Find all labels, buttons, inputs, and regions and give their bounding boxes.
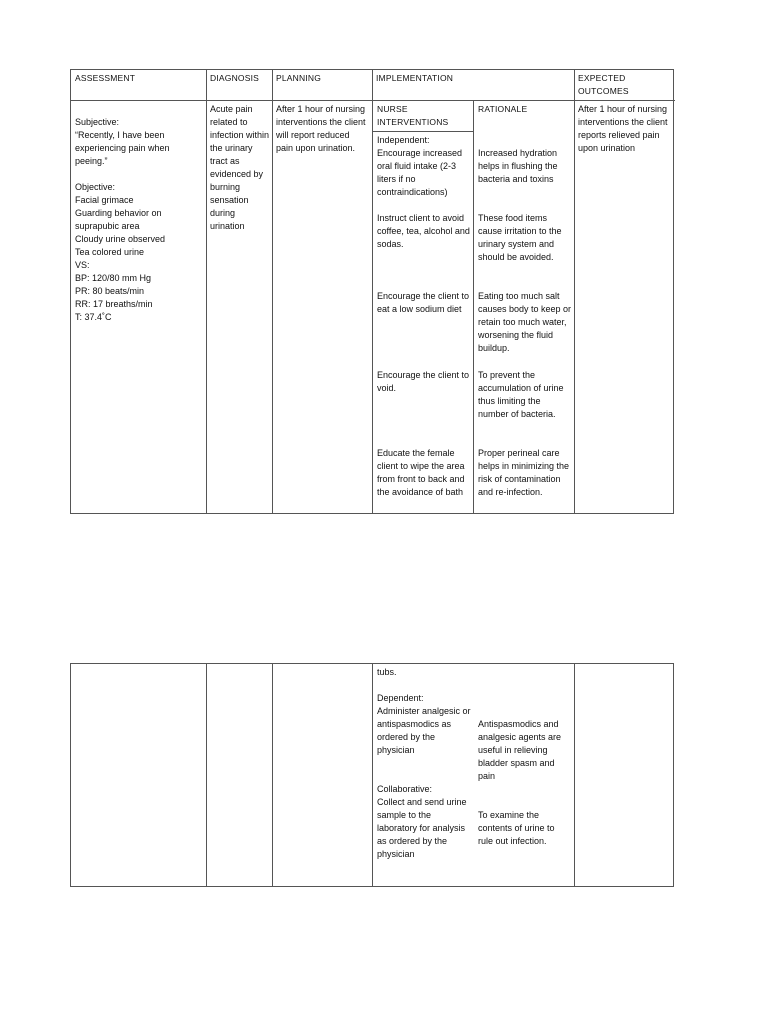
header-planning: PLANNING [276, 73, 322, 83]
rationale-item: Antispasmodics and analgesic agents are useful in relieving bladder spasm and pain [478, 719, 564, 781]
assessment-text: Subjective: “Recently, I have been experiencing pain when peeing.” Objective: Facial grimace Guarding behavior on suprapubic area Cloudy urine observed Tea colored urine VS: BP: 120/80 mm Hg PR: 80 beats/min RR: 17 breaths/min T: 37.4˚C [75, 117, 170, 322]
intervention-item: Dependent: Administer analgesic or antispasmodics as ordered by the physician [377, 693, 471, 755]
rationale-item: To examine the contents of urine to rule out infection. [478, 810, 558, 846]
intervention-item: Encourage the client to void. [377, 370, 472, 393]
header-diagnosis: DIAGNOSIS [210, 73, 260, 83]
rationale-item: Eating too much salt causes body to keep or retain too much water, worsening the fluid buildup. [478, 291, 574, 353]
intervention-item: tubs. [377, 667, 397, 677]
header-nurse-interventions: NURSE INTERVENTIONS [377, 104, 449, 127]
rationale-item: Proper perineal care helps in minimizing the risk of contamination and re-infection. [478, 448, 572, 497]
intervention-item: Collaborative: Collect and send urine sample to the laboratory for analysis as ordered by the physician [377, 784, 467, 859]
intervention-item: Independent: Encourage increased oral fluid intake (2-3 liters if no contraindications) [377, 135, 463, 197]
rationale-item: To prevent the accumulation of urine thus limiting the number of bacteria. [478, 370, 567, 419]
care-plan-table-continued [70, 663, 674, 887]
expected-outcomes-text: After 1 hour of nursing interventions the client reports relieved pain upon urination [578, 104, 671, 153]
intervention-item: Instruct client to avoid coffee, tea, alcohol and sodas. [377, 213, 473, 249]
intervention-item: Encourage the client to eat a low sodium diet [377, 291, 472, 314]
care-plan-table [70, 69, 674, 514]
diagnosis-text: Acute pain related to infection within the urinary tract as evidenced by burning sensation during urination [210, 104, 272, 231]
rationale-item: Increased hydration helps in flushing the bacteria and toxins [478, 148, 561, 184]
rationale-item: These food items cause irritation to the urinary system and should be avoided. [478, 213, 565, 262]
header-rationale: RATIONALE [478, 104, 528, 114]
header-expected-outcomes: EXPECTED OUTCOMES [578, 73, 629, 96]
header-implementation: IMPLEMENTATION [376, 73, 454, 83]
planning-text: After 1 hour of nursing interventions the client will report reduced pain upon urination. [276, 104, 369, 153]
intervention-item: Educate the female client to wipe the area from front to back and the avoidance of bath [377, 448, 468, 497]
header-assessment: ASSESSMENT [75, 73, 136, 83]
